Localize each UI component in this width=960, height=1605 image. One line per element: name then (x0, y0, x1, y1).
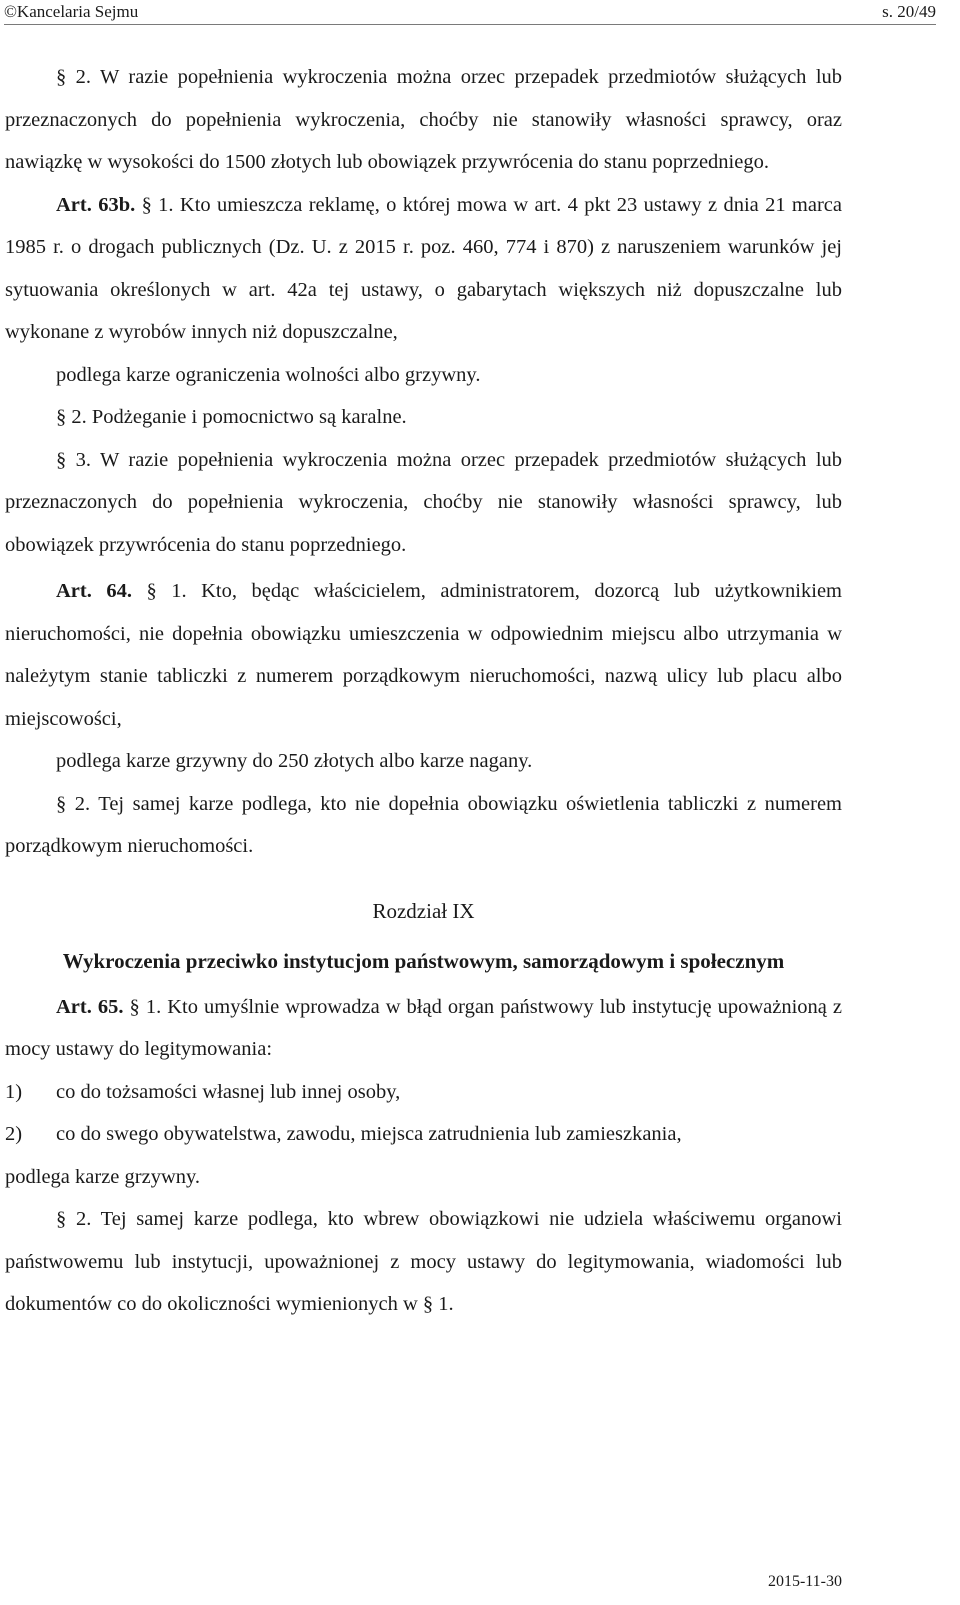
section-sign: § (141, 193, 152, 216)
section-sign: § (56, 406, 67, 428)
art65-sanction: podlega karze grzywny. (5, 1165, 201, 1188)
art63b-sanction: podlega karze ograniczenia wolności albo grzywny. (56, 363, 481, 386)
list-number: 1) (5, 1080, 23, 1103)
article-title: Art. 64. (56, 580, 132, 602)
list-text: co do swego obywatelstwa, zawodu, miejsca zatrudnienia lub zamieszkania, (56, 1123, 682, 1145)
list-text: co do tożsamości własnej lub innej osoby, (56, 1080, 401, 1103)
art63a-paragraph-2: § 2. W razie popełnienia wykroczenia można orzec przepadek przedmiotów służących lub przeznaczonych do popełnienia wykroczenia, choćby nie stanowiły własności sprawcy, oraz nawiązkę w wysokości do 1500 złotych lub obowiązek przywrócenia do stanu poprzedniego. (5, 66, 843, 173)
section-sign: § (129, 995, 140, 1018)
art64-sanction: podlega karze grzywny do 250 złotych albo karze nagany. (56, 750, 533, 772)
art63b-paragraph-1: Art. 63b. § 1. Kto umieszcza reklamę, o której mowa w art. 4 pkt 23 ustawy z dnia 21 marca 1985 r. o drogach publicznych (Dz. U. z 2015 r. poz. 460, 774 i 870) z naruszeniem warunków jej sytuowania określonych w art. 42a tej ustawy, o gabarytach większych niż dopuszczalne lub wykonane z wyrobów innych niż dopuszczalne, (5, 193, 842, 343)
art65-paragraph-1: Art. 65. § 1. Kto umyślnie wprowadza w błąd organ państwowy lub instytucję upoważnioną z mocy ustawy do legitymowania: (5, 995, 843, 1060)
section-sign: § (146, 580, 157, 602)
art63b-paragraph-2: § 2. Podżeganie i pomocnictwo są karalne. (56, 406, 407, 428)
list-number: 2) (5, 1123, 23, 1145)
list-item (5, 1113, 842, 1156)
footer-date: 2015-11-30 (767, 1573, 842, 1590)
list-item (5, 1071, 842, 1114)
section-sign: § (56, 792, 67, 815)
copyright-notice: ©Kancelaria Sejmu (4, 2, 139, 21)
art63b-paragraph-3: § 3. W razie popełnienia wykroczenia można orzec przepadek przedmiotów służących lub przeznaczonych do popełnienia wykroczenia, choćby nie stanowiły własności sprawcy, lub obowiązek przywrócenia do stanu poprzedniego. (5, 448, 843, 556)
section-sign: § (56, 66, 67, 88)
chapter-subtitle: Wykroczenia przeciwko instytucjom państwowym, samorządowym i społecznym (62, 948, 785, 973)
section-sign: § (56, 1208, 67, 1230)
article-title: Art. 65. (56, 995, 124, 1018)
art64-paragraph-1: Art. 64. § 1. Kto, będąc właścicielem, administratorem, dozorcą lub użytkownikiem nieruchomości, nie dopełnia obowiązku umieszczenia w odpowiednim miejscu albo utrzymania w należytym stanie tabliczki z numerem porządkowym nieruchomości, nazwą ulicy lub placu albo miejscowości, (5, 580, 842, 730)
document-body (5, 56, 842, 1326)
art64-paragraph-2: § 2. Tej samej karze podlega, kto nie dopełnia obowiązku oświetlenia tabliczki z numerem porządkowym nieruchomości. (5, 792, 842, 857)
section-sign: § (56, 448, 67, 471)
art65-paragraph-2: § 2. Tej samej karze podlega, kto wbrew obowiązkowi nie udziela właściwemu organowi państwowemu lub instytucji, upoważnionej z mocy ustawy do legitymowania, wiadomości lub dokumentów co do okoliczności wymienionych w § 1. (5, 1208, 843, 1315)
page-number: s. 20/49 (882, 2, 936, 21)
page-header (4, 0, 936, 25)
article-title: Art. 63b. (56, 193, 136, 216)
chapter-title: Rozdział IX (372, 898, 475, 923)
